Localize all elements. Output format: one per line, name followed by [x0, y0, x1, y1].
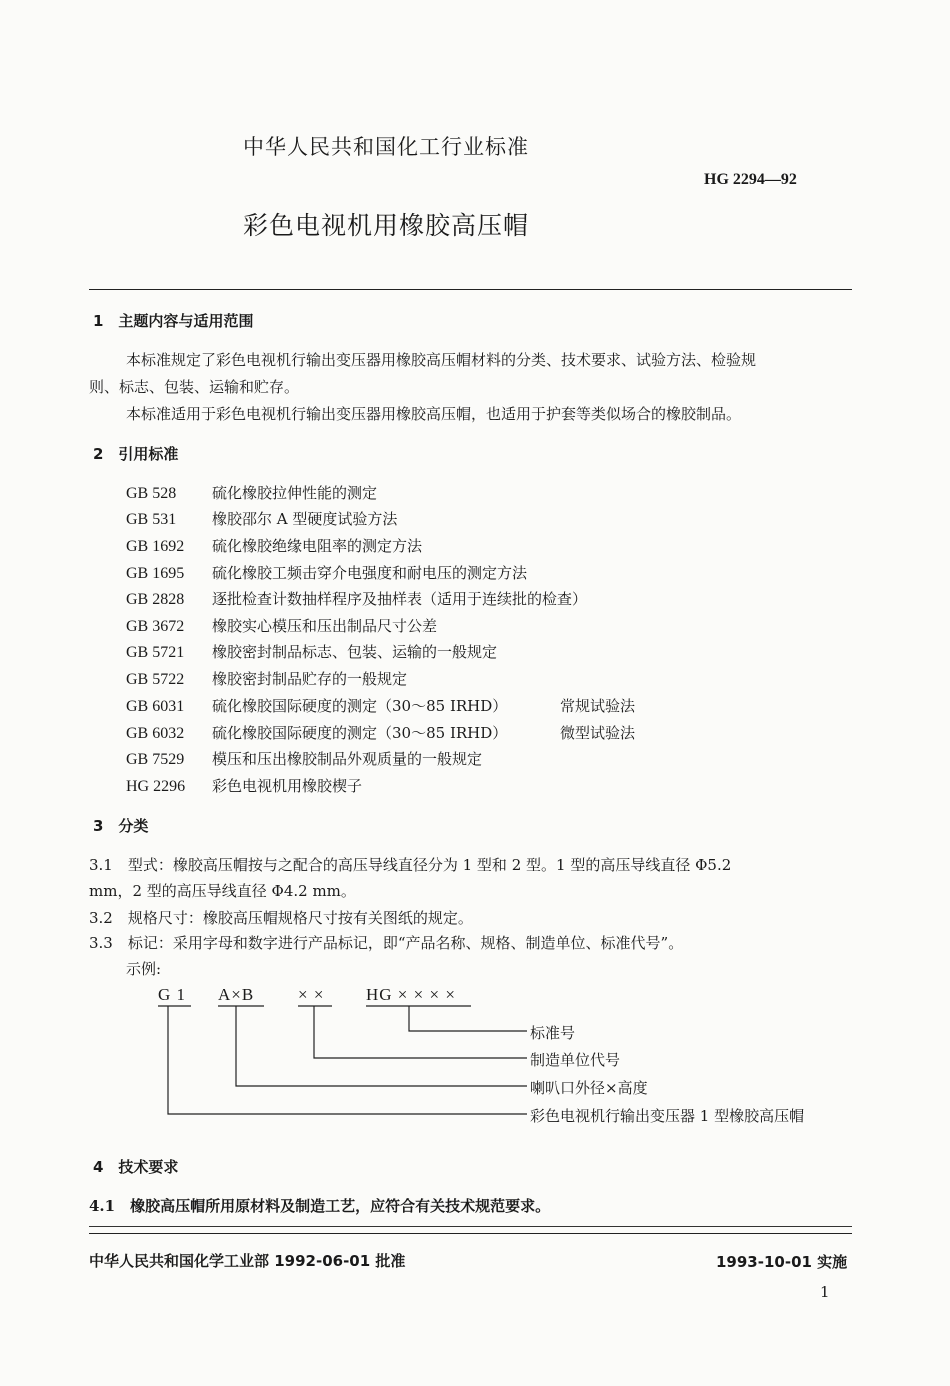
- clause-3-2: 3.2 规格尺寸：橡胶高压帽规格尺寸按有关图纸的规定。: [89, 909, 473, 927]
- label-manufacturer-code: 制造单位代号: [530, 1051, 621, 1069]
- document-title: 彩色电视机用橡胶高压帽: [243, 211, 530, 240]
- reference-code: GB 6032: [126, 725, 185, 742]
- leader-product-name: [168, 1006, 527, 1114]
- leader-manufacturer: [314, 1006, 527, 1058]
- effective-date: 1993-10-01 实施: [716, 1253, 848, 1271]
- section-1-heading: 1 主题内容与适用范围: [93, 312, 254, 330]
- reference-title: 硫化橡胶拉伸性能的测定: [212, 484, 378, 502]
- reference-code: GB 5722: [126, 671, 185, 688]
- clause-4-1: 4.1 橡胶高压帽所用原材料及制造工艺，应符合有关技术规范要求。: [89, 1197, 551, 1215]
- reference-title: 橡胶邵尔 A 型硬度试验方法: [212, 510, 398, 528]
- reference-title: 彩色电视机用橡胶楔子: [212, 777, 363, 795]
- label-product-name: 彩色电视机行输出变压器 1 型橡胶高压帽: [530, 1107, 805, 1125]
- marking-manufacturer: × ×: [298, 985, 325, 1004]
- clause-3-1-line-1: 3.1 型式：橡胶高压帽按与之配合的高压导线直径分为 1 型和 2 型。1 型的高压导线直径 Φ5.2: [89, 856, 732, 874]
- section-3-heading: 3 分类: [93, 817, 149, 835]
- reference-code: GB 531: [126, 511, 177, 528]
- section-1-paragraph-1-line-1: 本标准规定了彩色电视机行输出变压器用橡胶高压帽材料的分类、技术要求、试验方法、检验规: [126, 351, 757, 369]
- reference-code: GB 1692: [126, 538, 185, 555]
- reference-method: 常规试验法: [560, 697, 636, 715]
- section-1-paragraph-2: 本标准适用于彩色电视机行输出变压器用橡胶高压帽，也适用于护套等类似场合的橡胶制品。: [126, 405, 742, 423]
- reference-code: GB 528: [126, 485, 177, 502]
- reference-title: 模压和压出橡胶制品外观质量的一般规定: [212, 750, 483, 768]
- example-label: 示例:: [126, 960, 162, 978]
- reference-code: HG 2296: [126, 778, 186, 795]
- footer-divider-bottom: [89, 1233, 852, 1234]
- reference-method: 微型试验法: [560, 724, 636, 742]
- reference-title: 硫化橡胶绝缘电阻率的测定方法: [212, 537, 423, 555]
- reference-code: GB 3672: [126, 618, 185, 635]
- reference-title: 逐批检查计数抽样程序及抽样表（适用于连续批的检查）: [212, 590, 588, 608]
- page-number: 1: [820, 1283, 830, 1301]
- leader-standard: [409, 1006, 527, 1031]
- reference-code: GB 5721: [126, 644, 185, 661]
- reference-title: 硫化橡胶国际硬度的测定（30～85 IRHD）: [212, 724, 508, 742]
- reference-title: 硫化橡胶国际硬度的测定（30～85 IRHD）: [212, 697, 508, 715]
- reference-code: GB 6031: [126, 698, 185, 715]
- reference-title: 橡胶密封制品标志、包装、运输的一般规定: [212, 643, 498, 661]
- clause-3-3: 3.3 标记：采用字母和数字进行产品标记，即“产品名称、规格、制造单位、标准代号”。: [89, 934, 684, 952]
- standard-code: HG 2294—92: [704, 171, 797, 188]
- reference-title: 橡胶密封制品贮存的一般规定: [212, 670, 408, 688]
- leader-dimensions: [236, 1006, 527, 1086]
- footer-divider-top: [89, 1226, 852, 1227]
- marking-standard: HG × × × ×: [366, 985, 456, 1004]
- approval-line: 中华人民共和国化学工业部 1992-06-01 批准: [89, 1252, 406, 1270]
- section-4-heading: 4 技术要求: [93, 1158, 179, 1176]
- label-dimensions: 喇叭口外径×高度: [530, 1079, 648, 1097]
- section-2-heading: 2 引用标准: [93, 445, 179, 463]
- marking-dimensions: A×B: [218, 985, 255, 1004]
- reference-code: GB 7529: [126, 751, 185, 768]
- marking-product-name: G 1: [158, 985, 187, 1004]
- reference-title: 硫化橡胶工频击穿介电强度和耐电压的测定方法: [212, 564, 528, 582]
- standard-name: 中华人民共和国化工行业标准: [243, 135, 529, 159]
- label-standard-number: 标准号: [530, 1024, 576, 1042]
- clause-3-1-line-2: mm，2 型的高压导线直径 Φ4.2 mm。: [89, 882, 356, 900]
- reference-code: GB 1695: [126, 565, 185, 582]
- section-1-paragraph-1-line-2: 则、标志、包装、运输和贮存。: [89, 378, 300, 396]
- reference-title: 橡胶实心模压和压出制品尺寸公差: [212, 617, 438, 635]
- reference-code: GB 2828: [126, 591, 185, 608]
